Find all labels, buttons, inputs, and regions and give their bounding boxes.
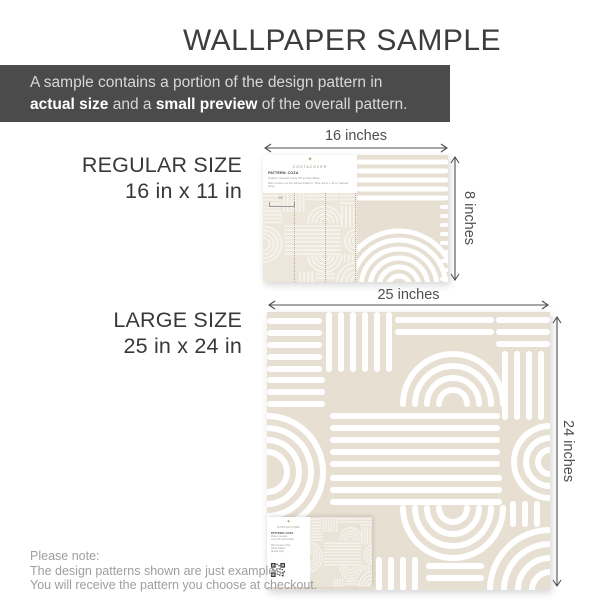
regular-pattern-art: [357, 155, 448, 282]
label-fine-print: whole Pattern: [271, 547, 286, 550]
mini-measure-line: [269, 202, 295, 207]
regular-height-dim-label: 8 inches: [461, 191, 477, 246]
note-line-1: Please note:: [30, 549, 100, 563]
regular-height-arrow: [449, 155, 461, 282]
brand-emblem-icon: ✦: [307, 157, 313, 163]
large-size-label: [0, 307, 242, 359]
banner-bold-actual-size: actual size: [30, 96, 109, 113]
large-size-dimensions: 25 in x 24 in: [123, 334, 242, 358]
mini-measure-label: 25": [278, 195, 284, 200]
note-line-2: The design patterns shown are just examples.: [30, 563, 285, 578]
regular-width-dim-label: 16 inches: [324, 128, 388, 144]
mini-pattern-art: [310, 517, 372, 587]
pattern-name-label: PATTERN: COZA: [268, 171, 299, 175]
fine-print-line-1: Pattern repeats every 25 inches Wide: [268, 176, 320, 180]
large-size-name: LARGE SIZE: [113, 308, 242, 332]
label-fine-print: Pattern repeats: [271, 535, 288, 538]
banner-text-mid: and a: [108, 96, 156, 113]
fine-print-line-2: Mini version of the whole Pattern. Size 16 in x 11 in (actual size): [268, 180, 349, 189]
panel-divider-dotted-line: [355, 193, 356, 282]
banner-text-tail: of the overall pattern.: [257, 96, 408, 113]
note-line-3: You will receive the pattern you choose at checkout.: [30, 578, 318, 592]
regular-card-pattern-swatch: [357, 155, 448, 282]
page-title: WALLPAPER SAMPLE: [182, 24, 502, 57]
brand-name: COSTACOVER: [277, 525, 300, 529]
banner-line-2: [30, 94, 450, 116]
banner-line-1: [30, 72, 450, 94]
large-height-dim-label: 24 inches: [560, 420, 576, 483]
pattern-mini-preview: [263, 193, 357, 282]
label-mini-preview: [310, 517, 372, 587]
regular-sample-card: [263, 155, 448, 282]
brand-name: COSTACOVER: [292, 164, 328, 169]
regular-width-arrow: [263, 142, 449, 154]
regular-size-name: REGULAR SIZE: [81, 153, 242, 177]
regular-card-info-panel: [263, 155, 357, 282]
brand-emblem-icon: ✦: [286, 519, 291, 525]
regular-size-label: [0, 152, 242, 204]
regular-size-dimensions: 16 in x 11 in: [125, 179, 242, 203]
info-banner: [0, 65, 450, 122]
panel-divider-dotted-line: [325, 193, 326, 282]
label-fine-print: every 25 inches Wide: [271, 538, 294, 541]
banner-text: A sample contains a portion of the design pattern in: [30, 74, 383, 91]
pattern-name-label: PATTERN: COZA: [271, 531, 294, 535]
footer-note: [30, 549, 317, 593]
label-fine-print: Mini version of the: [271, 544, 291, 547]
label-fine-print: (actual size): [271, 550, 284, 553]
banner-bold-small-preview: small preview: [155, 96, 258, 113]
large-width-dim-label: 25 inches: [377, 287, 440, 303]
large-width-arrow: [267, 299, 550, 311]
